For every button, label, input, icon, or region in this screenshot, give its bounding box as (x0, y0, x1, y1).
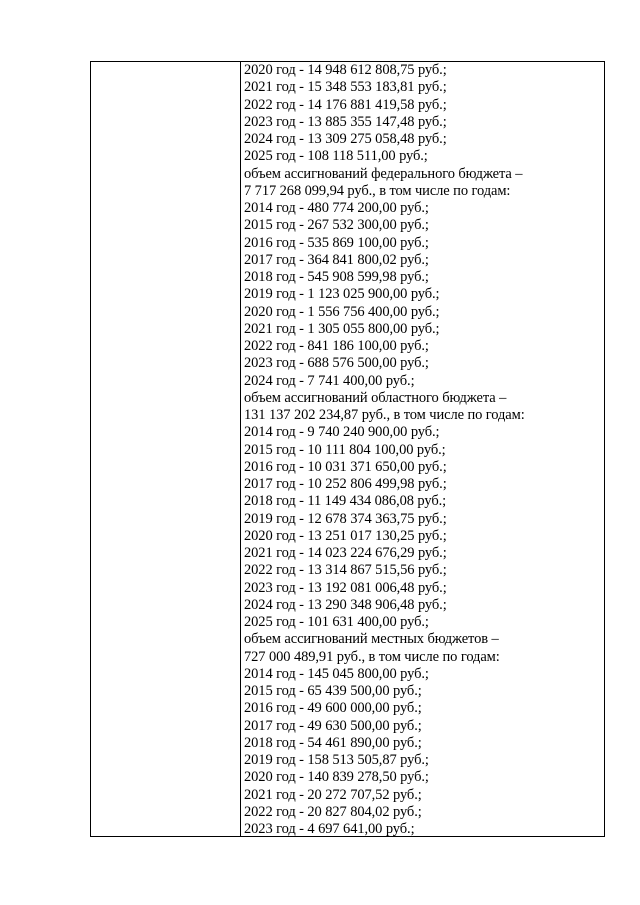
budget-line: 2018 год - 54 461 890,00 руб.; (244, 734, 422, 751)
budget-line: 2021 год - 14 023 224 676,29 руб.; (244, 545, 447, 561)
budget-line: 2020 год - 1 556 756 400,00 руб.; (244, 303, 440, 320)
budget-line: 2014 год - 9 740 240 900,00 руб.; (244, 424, 440, 441)
budget-line: 2016 год - 10 031 371 650,00 руб.; (244, 458, 447, 475)
budget-line: 2017 год - 364 841 800,02 руб.; (244, 251, 429, 268)
table-left-cell (91, 62, 241, 836)
budget-line: 2022 год - 13 314 867 515,56 руб.; (244, 562, 447, 579)
budget-line: 2018 год - 11 149 434 086,08 руб.; (244, 493, 447, 510)
budget-line: 2016 год - 535 869 100,00 руб.; (244, 234, 429, 251)
budget-line: 2020 год - 14 948 612 808,75 руб.; (244, 62, 447, 78)
budget-line: 2021 год - 1 305 055 800,00 руб.; (244, 320, 440, 337)
table-right-cell (241, 62, 604, 836)
budget-line: 2025 год - 101 631 400,00 руб.; (244, 614, 429, 630)
budget-line: 2014 год - 145 045 800,00 руб.; (244, 665, 429, 682)
budget-line: 2025 год - 108 118 511,00 руб.; (244, 148, 428, 165)
budget-line: 2024 год - 7 741 400,00 руб.; (244, 372, 415, 389)
budget-line: 2023 год - 13 192 081 006,48 руб.; (244, 579, 447, 596)
budget-line: 727 000 489,91 руб., в том числе по годам: (244, 648, 500, 665)
budget-line: 131 137 202 234,87 руб., в том числе по годам: (244, 407, 525, 423)
budget-line: 2017 год - 10 252 806 499,98 руб.; (244, 476, 447, 492)
budget-table (90, 61, 605, 837)
budget-line: 2019 год - 1 123 025 900,00 руб.; (244, 286, 440, 303)
budget-line: 2024 год - 13 309 275 058,48 руб.; (244, 131, 447, 147)
budget-line: 2017 год - 49 630 500,00 руб.; (244, 717, 422, 734)
budget-line: 2022 год - 14 176 881 419,58 руб.; (244, 96, 447, 113)
budget-line: 2023 год - 688 576 500,00 руб.; (244, 355, 429, 372)
budget-line: 2023 год - 4 697 641,00 руб.; (244, 821, 415, 837)
budget-line: 2020 год - 140 839 278,50 руб.; (244, 769, 429, 786)
budget-line: 2019 год - 12 678 374 363,75 руб.; (244, 510, 447, 527)
budget-line: 2014 год - 480 774 200,00 руб.; (244, 200, 429, 216)
budget-line: 2018 год - 545 908 599,98 руб.; (244, 269, 429, 285)
budget-line: 2022 год - 841 186 100,00 руб.; (244, 338, 429, 354)
budget-line: 2021 год - 20 272 707,52 руб.; (244, 786, 422, 803)
budget-line: объем ассигнований федерального бюджета – (244, 165, 523, 182)
budget-line: 2015 год - 10 111 804 100,00 руб.; (244, 441, 446, 458)
budget-line: 2016 год - 49 600 000,00 руб.; (244, 700, 422, 717)
budget-line: 2024 год - 13 290 348 906,48 руб.; (244, 596, 447, 613)
budget-line: 2022 год - 20 827 804,02 руб.; (244, 803, 422, 820)
budget-line: 7 717 268 099,94 руб., в том числе по годам: (244, 182, 511, 199)
budget-line: 2015 год - 267 532 300,00 руб.; (244, 217, 429, 234)
budget-line: объем ассигнований местных бюджетов – (244, 631, 499, 648)
budget-line: 2020 год - 13 251 017 130,25 руб.; (244, 527, 447, 544)
budget-line: 2023 год - 13 885 355 147,48 руб.; (244, 113, 447, 130)
budget-line: объем ассигнований областного бюджета – (244, 389, 507, 406)
budget-line: 2019 год - 158 513 505,87 руб.; (244, 752, 429, 768)
budget-line: 2015 год - 65 439 500,00 руб.; (244, 683, 422, 699)
budget-line: 2021 год - 15 348 553 183,81 руб.; (244, 79, 447, 96)
